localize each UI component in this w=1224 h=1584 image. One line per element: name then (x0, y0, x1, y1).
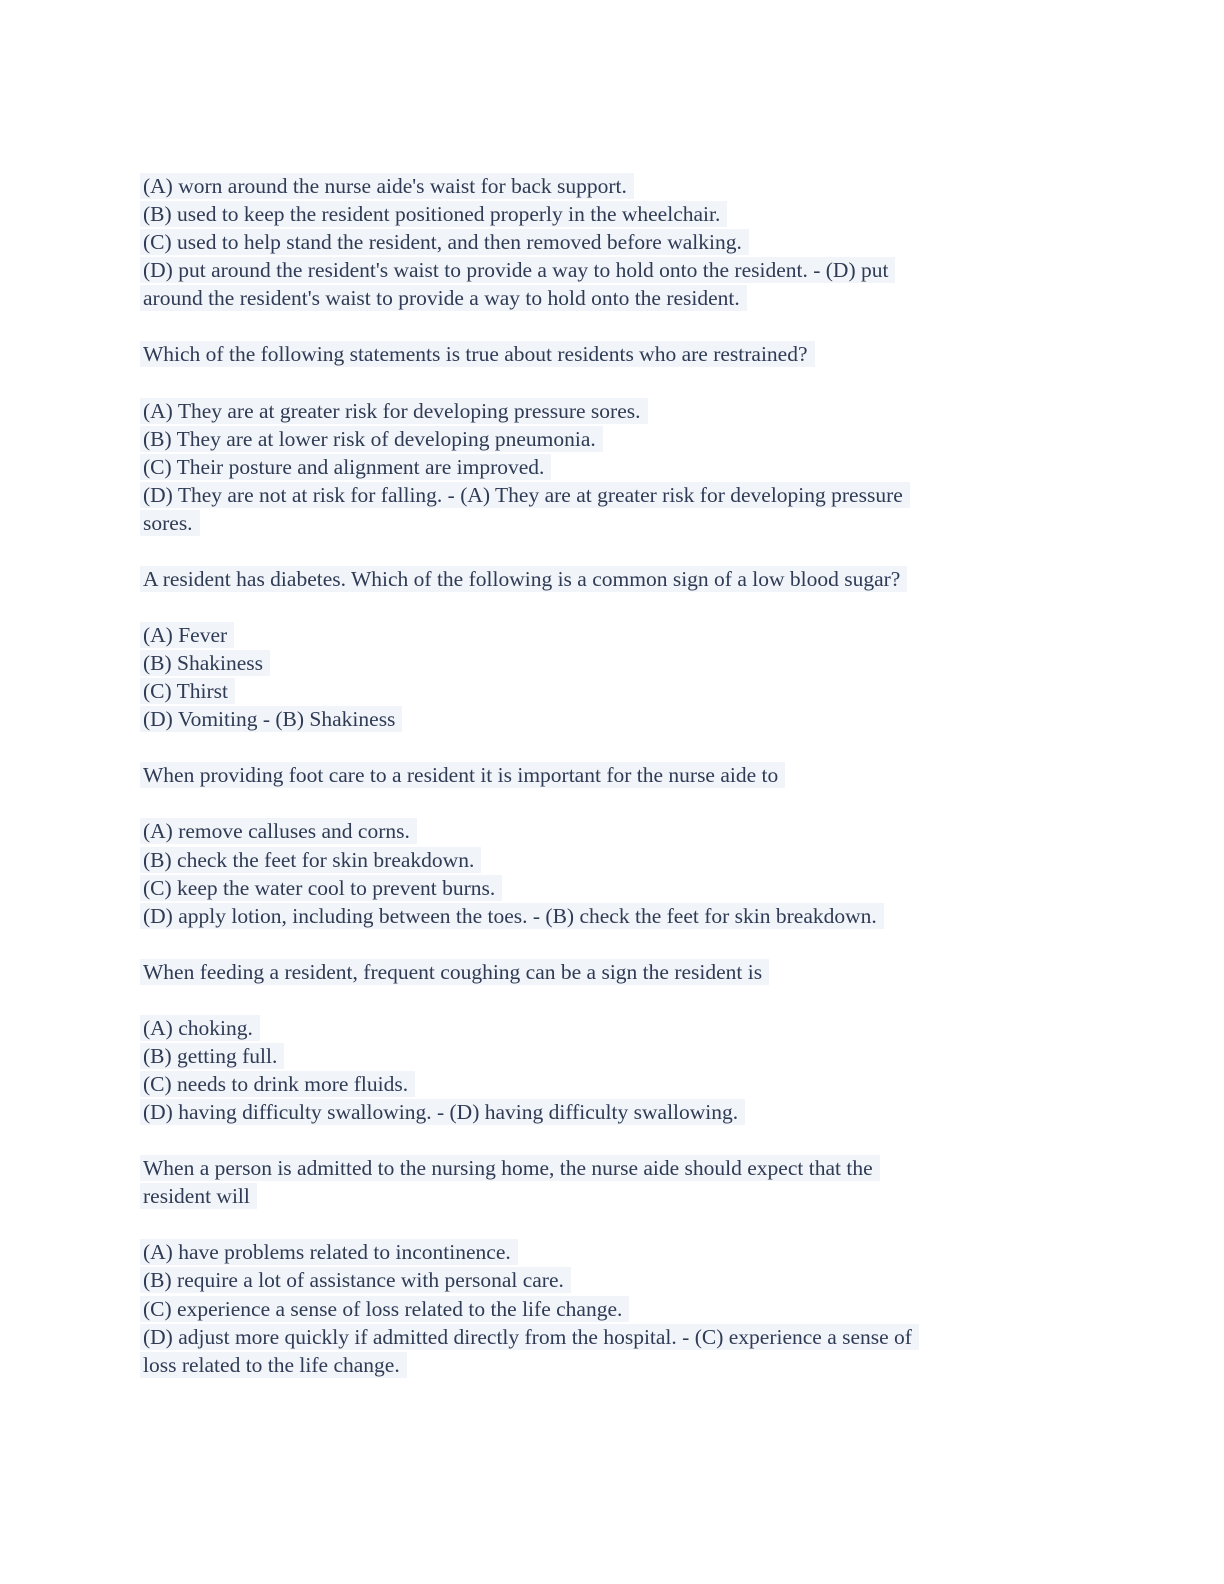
option-line (140, 1351, 1100, 1379)
option-line (140, 1238, 1100, 1266)
highlighted-text: (C) Thirst (140, 678, 235, 704)
option-line (140, 846, 1100, 874)
question-paragraph (140, 1154, 1100, 1210)
highlighted-text: around the resident's waist to provide a way to hold onto the resident. (140, 285, 747, 311)
option-line (140, 1098, 1100, 1126)
highlighted-text: (B) Shakiness (140, 650, 270, 676)
highlighted-text: When feeding a resident, frequent coughing can be a sign the resident is (140, 959, 769, 985)
options-paragraph (140, 397, 1100, 537)
option-line (140, 256, 1100, 284)
question-line (140, 1154, 1100, 1182)
highlighted-text: (D) They are not at risk for falling. - (A) They are at greater risk for developing pressure (140, 482, 910, 508)
question-line (140, 565, 1100, 593)
highlighted-text: (C) keep the water cool to prevent burns. (140, 875, 502, 901)
options-paragraph (140, 172, 1100, 312)
options-paragraph (140, 1014, 1100, 1126)
highlighted-text: (D) put around the resident's waist to provide a way to hold onto the resident. - (D) put (140, 257, 895, 283)
highlighted-text: (C) needs to drink more fluids. (140, 1071, 415, 1097)
option-line (140, 621, 1100, 649)
option-line (140, 677, 1100, 705)
option-line (140, 817, 1100, 845)
option-line (140, 228, 1100, 256)
highlighted-text: (C) Their posture and alignment are improved. (140, 454, 551, 480)
highlighted-text: (A) They are at greater risk for developing pressure sores. (140, 398, 648, 424)
highlighted-text: (A) worn around the nurse aide's waist for back support. (140, 173, 634, 199)
highlighted-text: (B) require a lot of assistance with personal care. (140, 1267, 571, 1293)
highlighted-text: (B) getting full. (140, 1043, 284, 1069)
highlighted-text: Which of the following statements is true about residents who are restrained? (140, 341, 815, 367)
highlighted-text: When a person is admitted to the nursing home, the nurse aide should expect that the (140, 1155, 880, 1181)
highlighted-text: loss related to the life change. (140, 1352, 407, 1378)
option-line (140, 509, 1100, 537)
highlighted-text: (D) adjust more quickly if admitted directly from the hospital. - (C) experience a sense of (140, 1324, 919, 1350)
options-paragraph (140, 1238, 1100, 1378)
option-line (140, 902, 1100, 930)
highlighted-text: A resident has diabetes. Which of the following is a common sign of a low blood sugar? (140, 566, 907, 592)
option-line (140, 284, 1100, 312)
highlighted-text: (C) used to help stand the resident, and then removed before walking. (140, 229, 749, 255)
document-content (140, 172, 1100, 1379)
question-line (140, 1182, 1100, 1210)
options-paragraph (140, 621, 1100, 733)
highlighted-text: (D) Vomiting - (B) Shakiness (140, 706, 402, 732)
highlighted-text: (B) check the feet for skin breakdown. (140, 847, 481, 873)
option-line (140, 1295, 1100, 1323)
option-line (140, 705, 1100, 733)
option-line (140, 425, 1100, 453)
option-line (140, 453, 1100, 481)
highlighted-text: (A) have problems related to incontinence. (140, 1239, 518, 1265)
option-line (140, 481, 1100, 509)
question-paragraph (140, 761, 1100, 789)
highlighted-text: When providing foot care to a resident it is important for the nurse aide to (140, 762, 785, 788)
question-paragraph (140, 958, 1100, 986)
options-paragraph (140, 817, 1100, 929)
option-line (140, 200, 1100, 228)
highlighted-text: (A) Fever (140, 622, 234, 648)
question-paragraph (140, 340, 1100, 368)
option-line (140, 172, 1100, 200)
option-line (140, 1014, 1100, 1042)
option-line (140, 874, 1100, 902)
option-line (140, 1042, 1100, 1070)
question-line (140, 761, 1100, 789)
highlighted-text: (B) used to keep the resident positioned properly in the wheelchair. (140, 201, 727, 227)
option-line (140, 397, 1100, 425)
highlighted-text: (A) remove calluses and corns. (140, 818, 417, 844)
highlighted-text: sores. (140, 510, 200, 536)
option-line (140, 649, 1100, 677)
highlighted-text: (C) experience a sense of loss related to the life change. (140, 1296, 629, 1322)
question-paragraph (140, 565, 1100, 593)
option-line (140, 1323, 1100, 1351)
highlighted-text: (D) having difficulty swallowing. - (D) having difficulty swallowing. (140, 1099, 745, 1125)
question-line (140, 958, 1100, 986)
highlighted-text: resident will (140, 1183, 257, 1209)
highlighted-text: (B) They are at lower risk of developing pneumonia. (140, 426, 603, 452)
highlighted-text: (A) choking. (140, 1015, 260, 1041)
option-line (140, 1070, 1100, 1098)
option-line (140, 1266, 1100, 1294)
question-line (140, 340, 1100, 368)
highlighted-text: (D) apply lotion, including between the toes. - (B) check the feet for skin breakdown. (140, 903, 884, 929)
